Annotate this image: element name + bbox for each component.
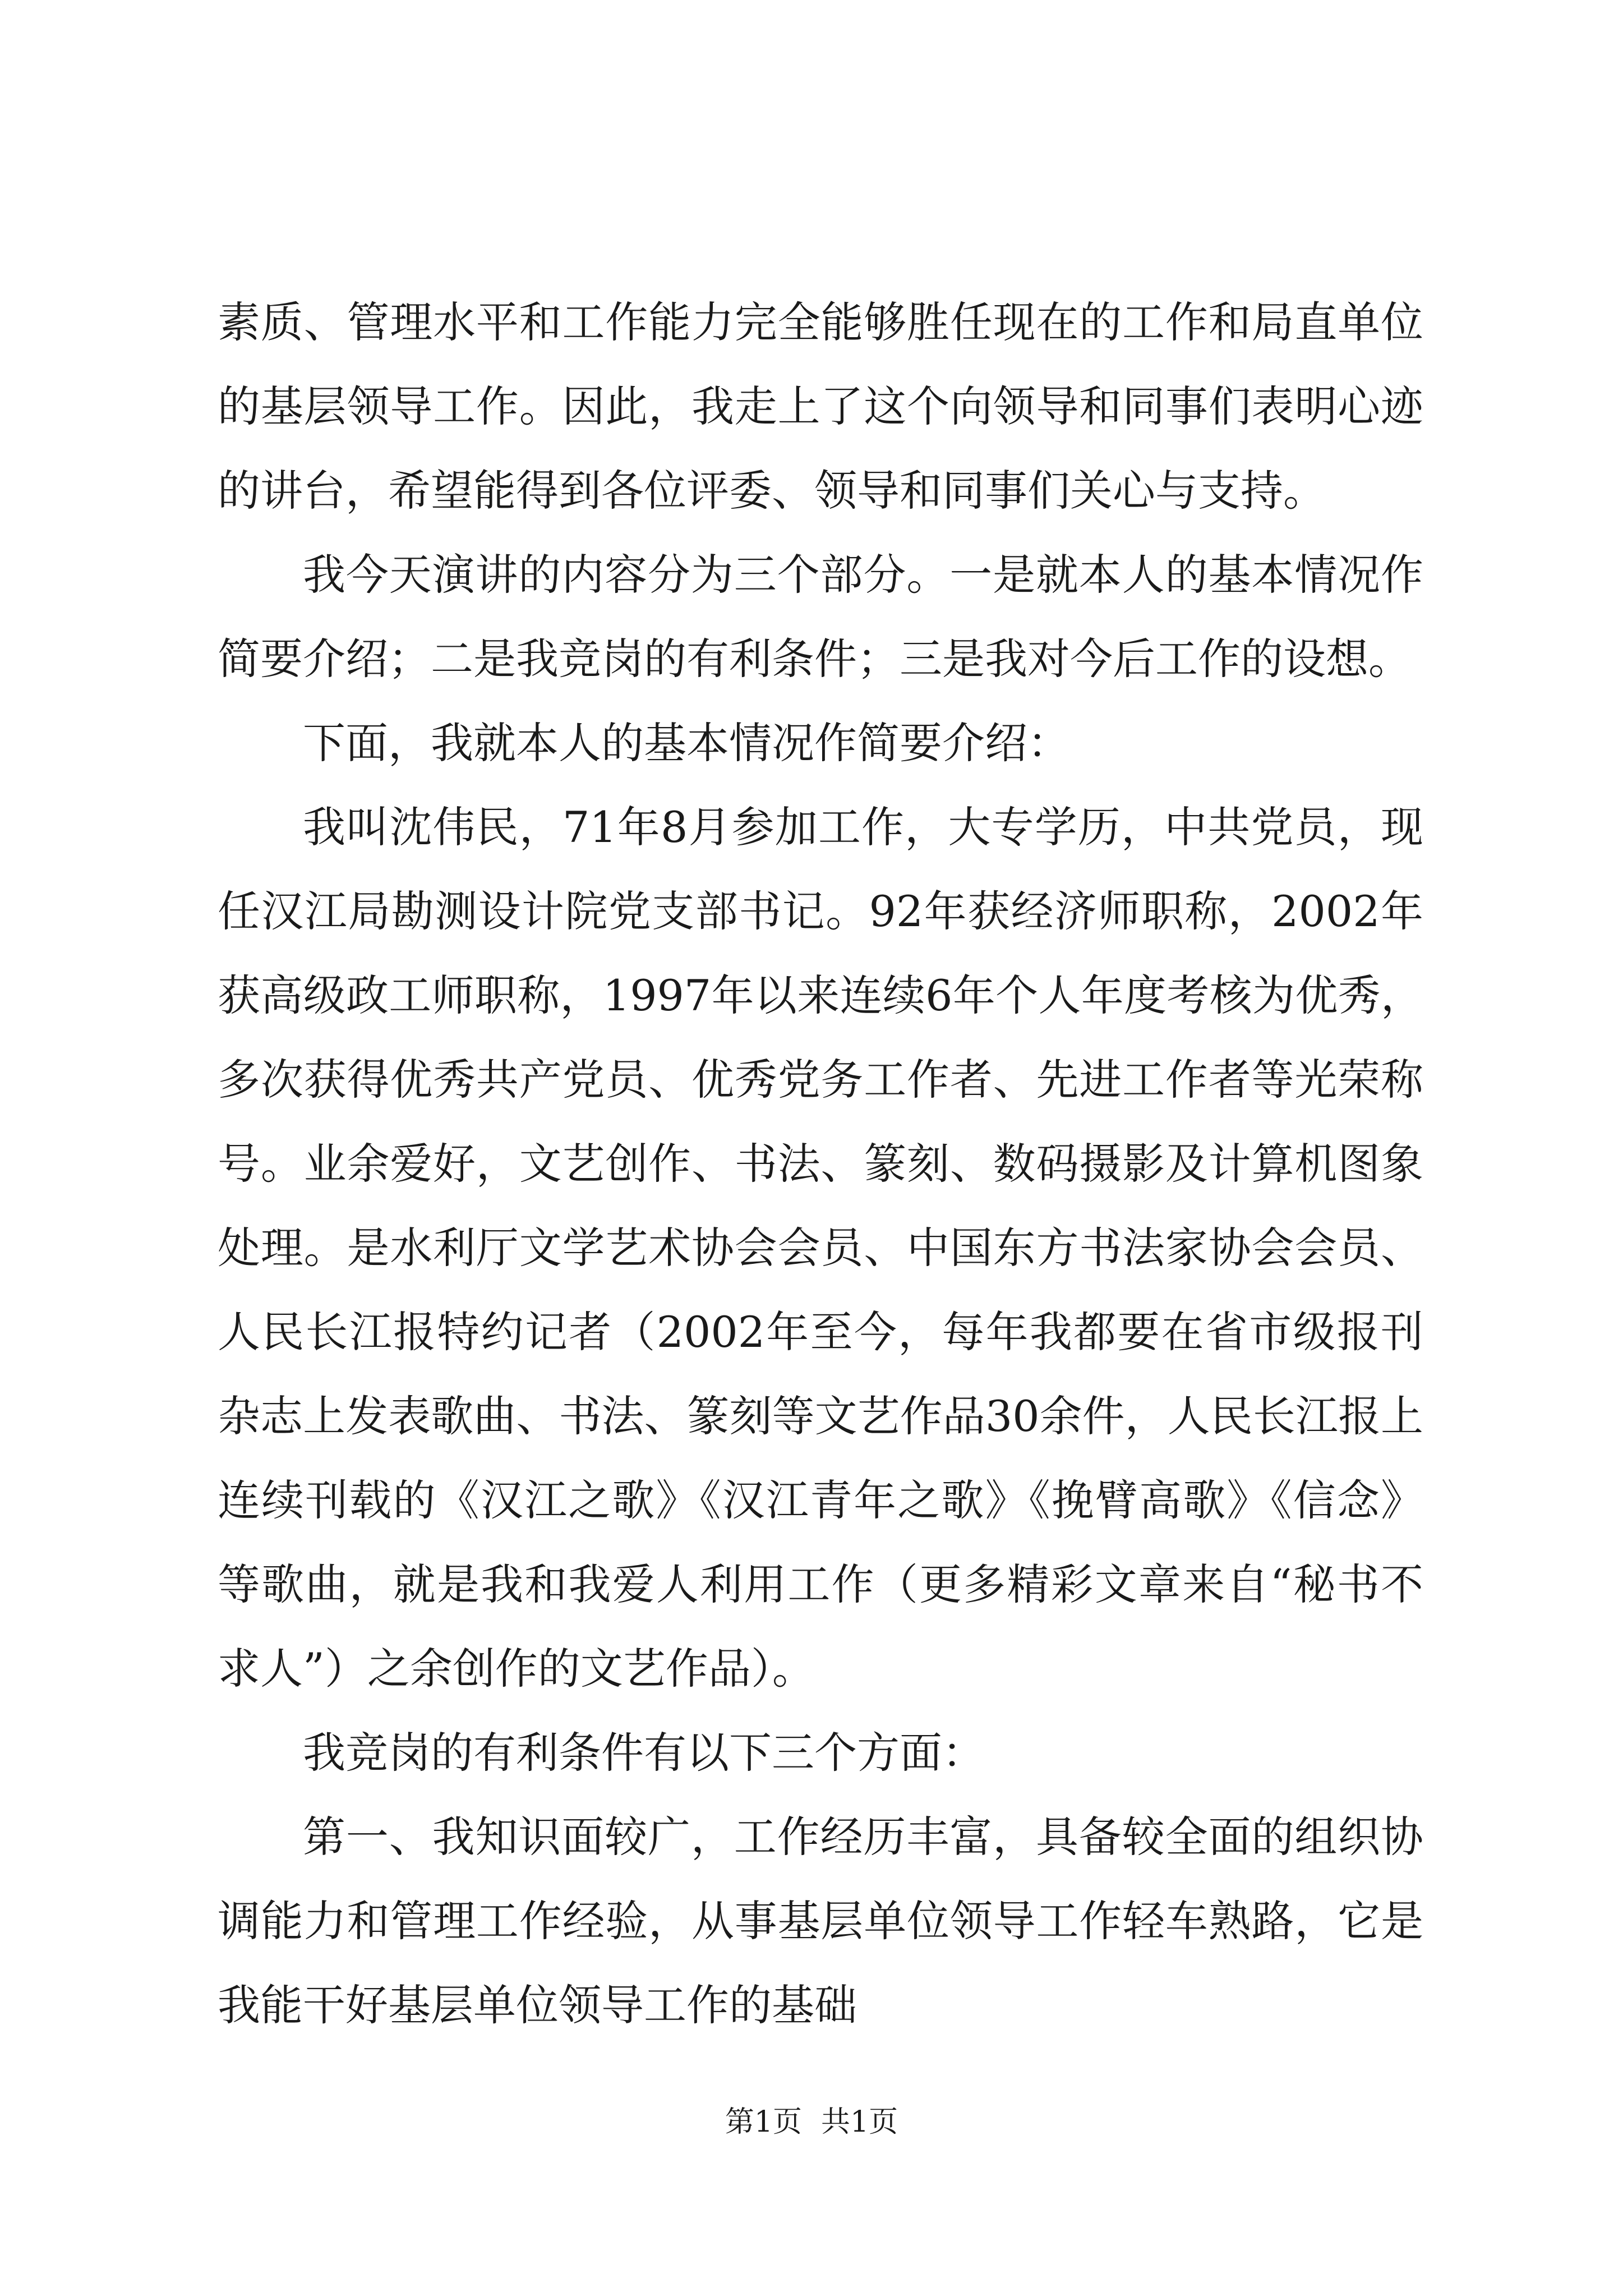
- paragraph-3: 下面，我就本人的基本情况作简要介绍：: [303, 718, 1070, 768]
- paragraph-6: 第一、我知识面较广，工作经历丰富，具备较全面的组织协调能力和管理工作经验，从事基层单位领导工作轻车熟路，它是我能干好基层单位领导工作的基础: [218, 1812, 1423, 2030]
- paragraph-4: 我叫沈伟民，71年8月参加工作，大专学历，中共党员，现任汉江局勘测设计院党支部书记。92年获经济师职称，2002年获高级政工师职称，1997年以来连续6年个人年度考核为优秀，多次获得优秀共产党员、优秀党务工作者、先进工作者等光荣称号。业余爱好，文艺创作、书法、篆刻、数码摄影及计算机图象处理。是水利厅文学艺术协会会员、中国东方书法家协会会员、人民长江报特约记者（2002年至今，每年我都要在省市级报刊杂志上发表歌曲、书法、篆刻等文艺作品30余件，人民长江报上连续刊载的《汉江之歌》《汉江青年之歌》《挽臂高歌》《信念》等歌曲，就是我和我爱人利用工作（更多精彩文章来自“秘书不求人”）之余创作的文艺作品）。: [218, 802, 1423, 1694]
- page-number-total: 共1页: [821, 2105, 898, 2139]
- page-footer: [0, 2098, 1623, 2140]
- page-number-current: 第1页: [725, 2105, 802, 2139]
- paragraph-1: 素质、管理水平和工作能力完全能够胜任现在的工作和局直单位的基层领导工作。因此，我走上了这个向领导和同事们表明心迹的讲台，希望能得到各位评委、领导和同事们关心与支持。: [218, 297, 1423, 516]
- paragraph-5: 我竞岗的有利条件有以下三个方面：: [303, 1728, 985, 1778]
- document-body: [218, 280, 1423, 2047]
- paragraph-2: 我今天演讲的内容分为三个部分。一是就本人的基本情况作简要介绍；二是我竞岗的有利条件；三是我对今后工作的设想。: [218, 550, 1423, 684]
